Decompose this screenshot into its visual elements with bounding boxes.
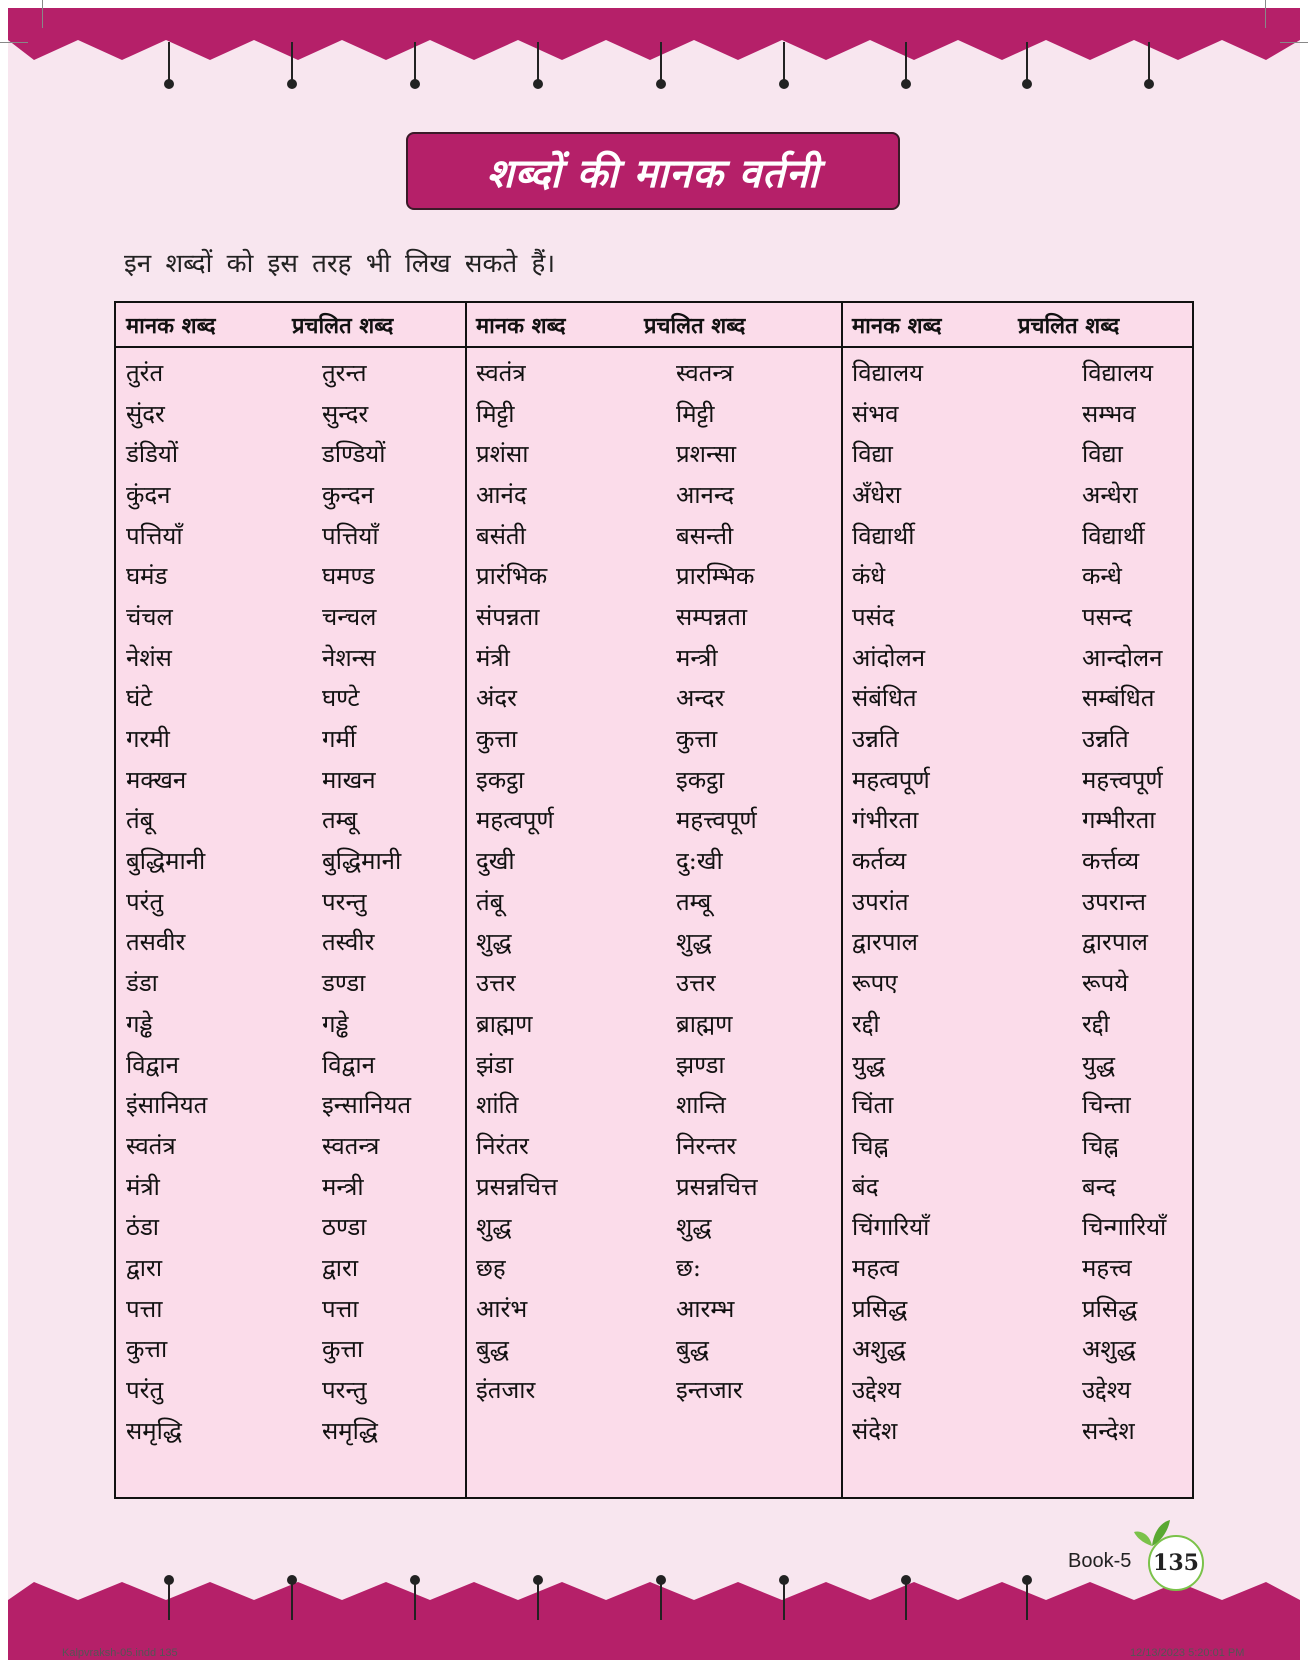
common-word: रद्दी [1082, 1009, 1110, 1038]
table-row [852, 718, 1182, 759]
standard-word: विद्या [852, 440, 893, 469]
rows [852, 352, 1182, 1451]
common-word: शान्ति [676, 1091, 726, 1120]
table-row [476, 515, 836, 556]
rows [126, 352, 456, 1451]
standard-word: आनंद [476, 480, 527, 509]
standard-word: घंटे [126, 684, 153, 713]
file-slug: Kalpvraksh-05.indd 135 [62, 1647, 178, 1659]
common-word: बुद्धिमानी [322, 847, 402, 876]
common-word: परन्तु [322, 1376, 367, 1405]
common-word: डण्डा [322, 969, 366, 998]
table-row [852, 800, 1182, 841]
table-row [852, 1044, 1182, 1085]
standard-word: ठंडा [126, 1213, 159, 1242]
common-word: प्रसन्नचित्त [676, 1172, 758, 1201]
common-word: मन्त्री [322, 1172, 364, 1201]
standard-word: दुखी [476, 847, 515, 876]
standard-word: पत्तियाँ [126, 521, 183, 550]
standard-word: गंभीरता [852, 806, 919, 835]
common-word: पसन्द [1082, 602, 1133, 631]
table-row [852, 1369, 1182, 1410]
table-row [852, 962, 1182, 1003]
common-word: तस्वीर [322, 928, 375, 957]
standard-word: उद्देश्य [852, 1376, 901, 1405]
common-word: बसन्ती [676, 521, 734, 550]
header-common: प्रचलित शब्द [292, 313, 394, 339]
table-row [476, 1166, 836, 1207]
standard-word: गड्ढे [126, 1009, 153, 1038]
standard-word: रूपए [852, 969, 898, 998]
common-word: विद्यार्थी [1082, 521, 1145, 550]
common-word: आनन्द [676, 480, 735, 509]
standard-word: चिह्न [852, 1131, 889, 1160]
standard-word: संदेश [852, 1416, 898, 1445]
standard-word: निरंतर [476, 1131, 529, 1160]
common-word: महत्त्व [1082, 1253, 1132, 1282]
standard-word: तुरंत [126, 358, 164, 387]
table-row [852, 596, 1182, 637]
page-title: शब्दों की मानक वर्तनी [486, 150, 820, 197]
common-word: द्वारा [322, 1253, 359, 1282]
table-row [852, 759, 1182, 800]
standard-word: संपन्नता [476, 602, 540, 631]
table-row [852, 1247, 1182, 1288]
common-word: कुत्ता [676, 725, 718, 754]
header-common: प्रचलित शब्द [644, 313, 746, 339]
standard-word: द्वारपाल [852, 928, 918, 957]
common-word: आरम्भ [676, 1294, 735, 1323]
crop-mark [1280, 42, 1308, 43]
standard-word: युद्ध [852, 1050, 886, 1079]
standard-word: डंडियों [126, 440, 179, 469]
common-word: प्रसिद्ध [1082, 1294, 1138, 1323]
common-word: गर्मी [322, 725, 357, 754]
common-word: स्वतन्त्र [676, 358, 734, 387]
table-row [126, 1329, 456, 1370]
standard-word: ब्राह्मण [476, 1009, 533, 1038]
standard-word: डंडा [126, 969, 158, 998]
table-row [126, 1206, 456, 1247]
common-word: तम्बू [322, 806, 358, 835]
common-word: शुद्ध [676, 1213, 712, 1242]
table-row [126, 1369, 456, 1410]
common-word: सुन्दर [322, 399, 369, 428]
standard-word: प्रसन्नचित्त [476, 1172, 558, 1201]
common-word: सम्भव [1082, 399, 1136, 428]
table-row [476, 962, 836, 1003]
table-row [126, 881, 456, 922]
column-divider [465, 303, 467, 1497]
table-row [852, 1003, 1182, 1044]
standard-word: उन्नति [852, 725, 899, 754]
common-word: अन्धेरा [1082, 480, 1138, 509]
table-row [476, 433, 836, 474]
common-word: पत्तियाँ [322, 521, 379, 550]
table-row [126, 433, 456, 474]
common-word: गम्भीरता [1082, 806, 1156, 835]
standard-word: पसंद [852, 602, 895, 631]
book-label: Book-5 [1068, 1550, 1132, 1572]
table-column-3 [852, 303, 1182, 1451]
common-word: ठण्डा [322, 1213, 367, 1242]
standard-word: महत्वपूर्ण [476, 806, 554, 835]
table-row [476, 718, 836, 759]
table-row [126, 352, 456, 393]
common-word: महत्त्वपूर्ण [676, 806, 757, 835]
common-word: कर्त्तव्य [1082, 847, 1140, 876]
standard-word: इंतजार [476, 1376, 536, 1405]
common-word: विद्या [1082, 440, 1123, 469]
common-word: उत्तर [676, 969, 716, 998]
table-row [126, 1003, 456, 1044]
standard-word: तंबू [126, 806, 154, 835]
table-row [852, 1166, 1182, 1207]
table-row [852, 840, 1182, 881]
table-row [852, 433, 1182, 474]
common-word: चन्चल [322, 602, 377, 631]
standard-word: मंत्री [476, 643, 510, 672]
standard-word: चिंगारियाँ [852, 1213, 930, 1242]
common-word: सन्देश [1082, 1416, 1135, 1445]
standard-word: झंडा [476, 1050, 514, 1079]
table-row [852, 555, 1182, 596]
standard-word: छह [476, 1253, 506, 1282]
table-row [126, 1084, 456, 1125]
table-row [476, 800, 836, 841]
standard-word: तंबू [476, 887, 504, 916]
table-row [476, 352, 836, 393]
common-word: इन्सानियत [322, 1091, 412, 1120]
standard-word: महत्व [852, 1253, 899, 1282]
title-banner [406, 132, 900, 210]
table-row [126, 1044, 456, 1085]
table-row [476, 637, 836, 678]
table-row [852, 922, 1182, 963]
common-word: चिन्गारियाँ [1082, 1213, 1167, 1242]
table-row [126, 1125, 456, 1166]
table-row [476, 555, 836, 596]
common-word: गड्ढे [322, 1009, 349, 1038]
standard-word: कुत्ता [126, 1335, 168, 1364]
common-word: बन्द [1082, 1172, 1116, 1201]
standard-word: बसंती [476, 521, 526, 550]
intro-text: इन शब्दों को इस तरह भी लिख सकते हैं। [124, 249, 556, 279]
common-word: परन्तु [322, 887, 367, 916]
header-row [476, 303, 836, 346]
table-column-2 [476, 303, 836, 1410]
table-row [476, 393, 836, 434]
standard-word: इकट्ठा [476, 765, 525, 794]
standard-word: चंचल [126, 602, 173, 631]
table-row [852, 1288, 1182, 1329]
standard-word: शुद्ध [476, 1213, 512, 1242]
crop-mark [42, 0, 43, 28]
common-word: महत्त्वपूर्ण [1082, 765, 1163, 794]
common-word: कुत्ता [322, 1335, 364, 1364]
standard-word: प्रारंभिक [476, 562, 548, 591]
table-row [852, 515, 1182, 556]
common-word: डण्डियों [322, 440, 386, 469]
page-number: 135 [1153, 1550, 1199, 1576]
standard-word: कंधे [852, 562, 886, 591]
standard-word: घमंड [126, 562, 168, 591]
standard-word: नेशंस [126, 643, 172, 672]
top-zigzag-border [0, 0, 1308, 95]
common-word: अन्दर [676, 684, 725, 713]
common-word: सम्पन्नता [676, 602, 748, 631]
table-row [126, 1166, 456, 1207]
table-row [476, 1125, 836, 1166]
common-word: कुन्दन [322, 480, 374, 509]
common-word: चिह्न [1082, 1131, 1119, 1160]
table-row [476, 922, 836, 963]
table-row [476, 1003, 836, 1044]
common-word: घमण्ड [322, 562, 375, 591]
table-row [852, 352, 1182, 393]
standard-word: कर्तव्य [852, 847, 907, 876]
common-word: निरन्तर [676, 1131, 737, 1160]
crop-mark [1265, 0, 1266, 28]
table-row [852, 393, 1182, 434]
table-row [126, 759, 456, 800]
standard-word: विद्यार्थी [852, 521, 915, 550]
print-timestamp: 12/13/2023 5:20:01 PM [1130, 1647, 1245, 1659]
common-word: द्वारपाल [1082, 928, 1148, 957]
standard-word: तसवीर [126, 928, 186, 957]
standard-word: रद्दी [852, 1009, 880, 1038]
table-row [126, 596, 456, 637]
common-word: उपरान्त [1082, 887, 1146, 916]
standard-word: शांति [476, 1091, 519, 1120]
common-word: इकट्ठा [676, 765, 725, 794]
table-row [126, 474, 456, 515]
table-row [126, 555, 456, 596]
table-row [852, 474, 1182, 515]
column-divider [841, 303, 843, 1497]
common-word: समृद्धि [322, 1416, 378, 1445]
common-word: तुरन्त [322, 358, 367, 387]
table-row [126, 1247, 456, 1288]
standard-word: प्रशंसा [476, 440, 529, 469]
standard-word: बंद [852, 1172, 879, 1201]
table-row [852, 1084, 1182, 1125]
table-row [126, 800, 456, 841]
common-word: इन्तजार [676, 1376, 743, 1405]
common-word: उद्देश्य [1082, 1376, 1131, 1405]
table-row [852, 678, 1182, 719]
common-word: कन्धे [1082, 562, 1122, 591]
common-word: बुद्ध [676, 1335, 709, 1364]
table-row [126, 718, 456, 759]
header-row [126, 303, 456, 346]
common-word: विद्यालय [1082, 358, 1154, 387]
common-word: नेशन्स [322, 643, 376, 672]
standard-word: आरंभ [476, 1294, 528, 1323]
common-word: उन्नति [1082, 725, 1129, 754]
table-row [126, 393, 456, 434]
table-row [476, 1084, 836, 1125]
table-row [476, 881, 836, 922]
common-word: घण्टे [322, 684, 360, 713]
standard-word: शुद्ध [476, 928, 512, 957]
page-number-badge [1148, 1535, 1204, 1591]
common-word: सम्बंधित [1082, 684, 1155, 713]
header-standard: मानक शब्द [852, 313, 942, 339]
bottom-zigzag-border [0, 1520, 1308, 1668]
table-row [476, 840, 836, 881]
standard-word: संभव [852, 399, 899, 428]
common-word: झण्डा [676, 1050, 725, 1079]
table-row [476, 1369, 836, 1410]
standard-word: विद्वान [126, 1050, 179, 1079]
common-word: मन्त्री [676, 643, 718, 672]
standard-word: परंतु [126, 887, 164, 916]
standard-word: इंसानियत [126, 1091, 208, 1120]
table-row [852, 637, 1182, 678]
common-word: तम्बू [676, 887, 712, 916]
table-row [476, 678, 836, 719]
table-row [852, 881, 1182, 922]
common-word: पत्ता [322, 1294, 359, 1323]
standard-word: बुद्धिमानी [126, 847, 206, 876]
table-row [476, 596, 836, 637]
standard-word: मंत्री [126, 1172, 160, 1201]
standard-word: उपरांत [852, 887, 909, 916]
header-standard: मानक शब्द [476, 313, 566, 339]
standard-word: मक्खन [126, 765, 187, 794]
standard-word: पत्ता [126, 1294, 163, 1323]
common-word: विद्वान [322, 1050, 375, 1079]
standard-word: आंदोलन [852, 643, 926, 672]
table-row [852, 1329, 1182, 1370]
common-word: छ: [676, 1253, 701, 1282]
table-row [476, 1206, 836, 1247]
common-word: दु:खी [676, 847, 723, 876]
common-word: ब्राह्मण [676, 1009, 733, 1038]
table-row [852, 1125, 1182, 1166]
table-row [126, 1410, 456, 1451]
header-common: प्रचलित शब्द [1018, 313, 1120, 339]
standard-word: परंतु [126, 1376, 164, 1405]
table-row [126, 1288, 456, 1329]
header-standard: मानक शब्द [126, 313, 216, 339]
standard-word: सुंदर [126, 399, 165, 428]
standard-word: कुत्ता [476, 725, 518, 754]
common-word: प्रारम्भिक [676, 562, 755, 591]
table-row [852, 1410, 1182, 1451]
standard-word: मिट्टी [476, 399, 515, 428]
standard-word: कुंदन [126, 480, 171, 509]
table-row [126, 637, 456, 678]
common-word: चिन्ता [1082, 1091, 1131, 1120]
table-row [476, 1044, 836, 1085]
table-row [476, 1329, 836, 1370]
standard-word: अशुद्ध [852, 1335, 906, 1364]
standard-word: विद्यालय [852, 358, 924, 387]
table-row [126, 922, 456, 963]
crop-mark [0, 42, 28, 43]
standard-word: द्वारा [126, 1253, 163, 1282]
common-word: युद्ध [1082, 1050, 1116, 1079]
standard-word: संबंधित [852, 684, 917, 713]
table-row [476, 759, 836, 800]
table-row [852, 1206, 1182, 1247]
header-row [852, 303, 1182, 346]
common-word: शुद्ध [676, 928, 712, 957]
standard-word: बुद्ध [476, 1335, 509, 1364]
table-row [476, 474, 836, 515]
standard-word: स्वतंत्र [476, 358, 526, 387]
standard-word: चिंता [852, 1091, 894, 1120]
spelling-table [114, 301, 1194, 1499]
standard-word: गरमी [126, 725, 170, 754]
standard-word: प्रसिद्ध [852, 1294, 908, 1323]
common-word: आन्दोलन [1082, 643, 1163, 672]
standard-word: उत्तर [476, 969, 516, 998]
table-row [126, 840, 456, 881]
standard-word: स्वतंत्र [126, 1131, 176, 1160]
table-row [126, 515, 456, 556]
table-row [126, 962, 456, 1003]
standard-word: समृद्धि [126, 1416, 182, 1445]
common-word: स्वतन्त्र [322, 1131, 380, 1160]
common-word: मिट्टी [676, 399, 715, 428]
common-word: माखन [322, 765, 376, 794]
common-word: रूपये [1082, 969, 1129, 998]
table-column-1 [126, 303, 456, 1451]
table-row [126, 678, 456, 719]
standard-word: अंदर [476, 684, 517, 713]
common-word: अशुद्ध [1082, 1335, 1136, 1364]
common-word: प्रशन्सा [676, 440, 737, 469]
table-row [476, 1288, 836, 1329]
standard-word: अँधेरा [852, 480, 902, 509]
table-row [476, 1247, 836, 1288]
rows [476, 352, 836, 1410]
standard-word: महत्वपूर्ण [852, 765, 930, 794]
